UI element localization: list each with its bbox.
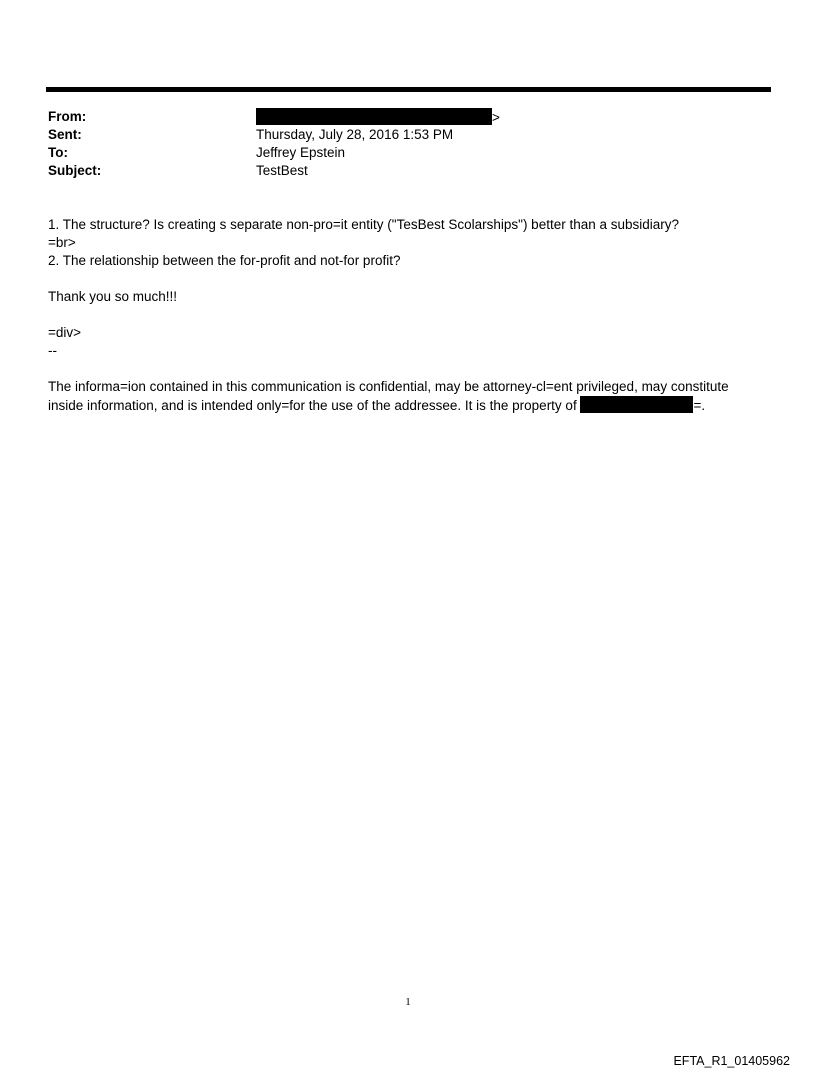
subject-value: TestBest (256, 163, 308, 178)
to-label: To: (48, 145, 68, 160)
document-id: EFTA_R1_01405962 (673, 1054, 790, 1068)
body-line-3: 2. The relationship between the for-profit and not-for profit? (48, 253, 401, 268)
spacer (48, 360, 758, 378)
email-header (48, 108, 748, 180)
spacer (48, 270, 758, 288)
email-body (48, 216, 758, 415)
signature-separator: -- (48, 343, 57, 358)
from-value-suffix: > (492, 110, 500, 125)
sent-label: Sent: (48, 127, 82, 142)
body-line-1: 1. The structure? Is creating s separate non-pro=it entity ("TesBest Scolarships") better than a subsidiary? (48, 217, 680, 232)
disclaimer-line-2 (48, 396, 758, 415)
header-top-rule (46, 87, 771, 92)
disclaimer-line-2-prefix: inside information, and is intended only=for the use of the addressee. It is the property of (48, 398, 577, 413)
from-label: From: (48, 109, 87, 124)
disclaimer-line-1: The informa=ion contained in this communication is confidential, may be attorney-cl=ent privileged, may constitute (48, 379, 729, 394)
to-value: Jeffrey Epstein (256, 145, 346, 160)
body-thanks: Thank you so much!!! (48, 289, 178, 304)
page-number: 1 (405, 996, 411, 1008)
body-div-tag: =div> (48, 325, 82, 340)
sent-row (48, 126, 748, 144)
disclaimer-line-2-suffix: =. (693, 398, 706, 413)
from-value (256, 108, 500, 127)
from-redaction-block (256, 108, 492, 125)
subject-row (48, 162, 748, 180)
body-line-2: =br> (48, 235, 76, 250)
to-row (48, 144, 748, 162)
from-row (48, 108, 748, 126)
sent-value: Thursday, July 28, 2016 1:53 PM (256, 127, 454, 142)
subject-label: Subject: (48, 163, 102, 178)
owner-redaction-block (580, 396, 693, 413)
spacer (48, 306, 758, 324)
